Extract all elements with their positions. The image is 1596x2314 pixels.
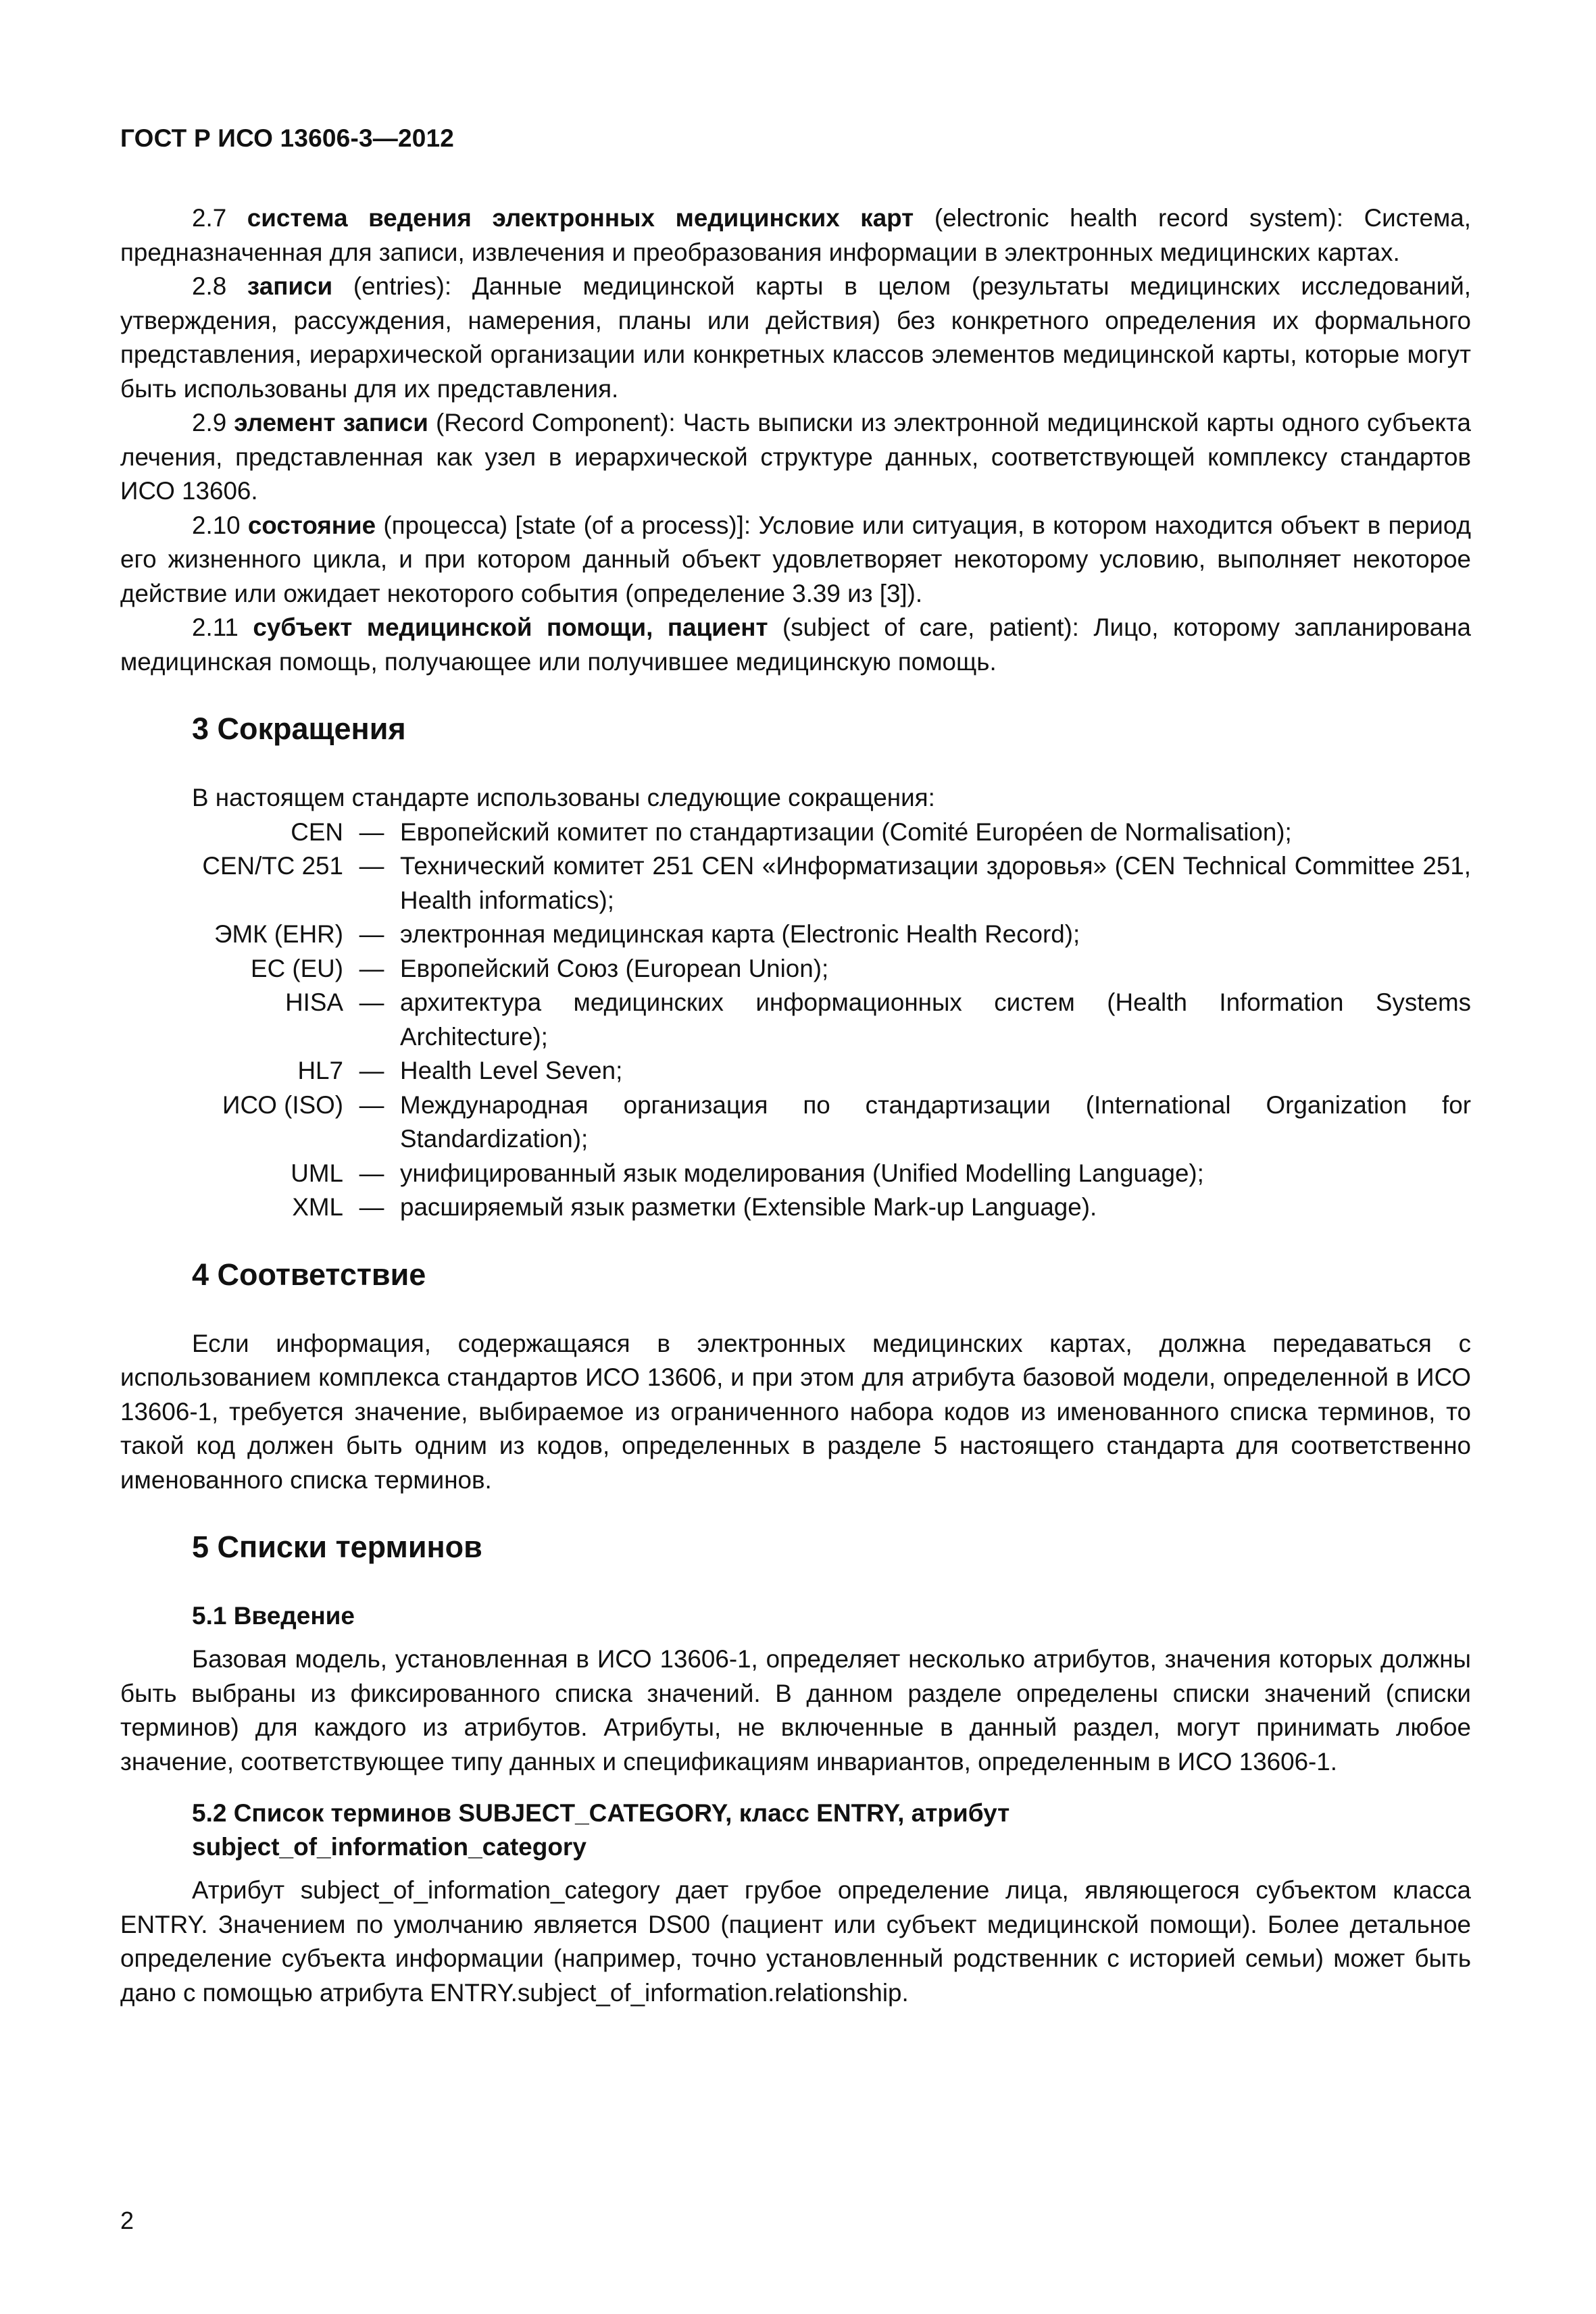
subsection-5-2-heading-line1: 5.2 Список терминов SUBJECT_CATEGORY, класс ENTRY, атрибут	[192, 1799, 1010, 1827]
abbreviation-row	[120, 1190, 1471, 1225]
definition-text: (electronic health record system): Система, предназначенная для записи, извлечения и преобразования информации в электронных медицинских картах.	[120, 204, 1471, 266]
abbreviation-row	[120, 917, 1471, 952]
abbreviation-row	[120, 1157, 1471, 1191]
abbreviation-definition: унифицированный язык моделирования (Unified Modelling Language);	[400, 1159, 1204, 1187]
definition-term: элемент записи	[234, 409, 428, 436]
abbreviation-definition: Европейский Союз (European Union);	[400, 954, 829, 982]
abbreviation-row	[120, 986, 1471, 1054]
definition-text: (entries): Данные медицинской карты в целом (результаты медицинских исследований, утверждения, рассуждения, намерения, планы или действия) без конкретного определения их формального представления, иерархической организации или конкретных классов элементов медицинской карты, которые могут быть использованы для их представления.	[120, 272, 1471, 403]
abbreviation-definition: электронная медицинская карта (Electronic Health Record);	[400, 920, 1080, 948]
abbreviation-dash: —	[359, 1057, 384, 1084]
definition-term: записи	[247, 272, 333, 300]
section-4-heading: 4 Соответствие	[192, 1257, 426, 1292]
abbreviation-term: XML	[292, 1193, 343, 1221]
abbreviation-definition: Европейский комитет по стандартизации (Comité Européen de Normalisation);	[400, 818, 1292, 846]
abbreviation-term: HISA	[285, 988, 343, 1016]
abbreviation-term: HL7	[297, 1057, 343, 1084]
section-3-intro: В настоящем стандарте использованы следующие сокращения:	[192, 784, 935, 811]
abbreviation-definition: Международная организация по стандартизации (International Organization for Standardization);	[400, 1090, 1471, 1153]
definition-text: (Record Component): Часть выписки из электронной медицинской карты одного субъекта лечения, представленная как узел в иерархической структуре данных, соответствующей комплексу стандартов ИСО 13606.	[120, 409, 1471, 505]
abbreviation-term: UML	[291, 1159, 343, 1187]
definition-text: (процесса) [state (of a process)]: Условие или ситуация, в котором находится объект в период его жизненного цикла, и при котором данный объект удовлетворяет некоторому условию, выполняет некоторое действие или ожидает некоторого события (определение 3.39 из [3]).	[120, 511, 1471, 607]
section-5-heading: 5 Списки терминов	[192, 1530, 482, 1564]
abbreviation-dash: —	[359, 852, 384, 880]
abbreviation-row	[120, 1088, 1471, 1157]
subsection-5-2-heading-line2: subject_of_information_category	[192, 1833, 587, 1861]
abbreviation-term: CEN	[291, 818, 343, 846]
abbreviation-definition: Технический комитет 251 CEN «Информатизации здоровья» (CEN Technical Committee 251, Health informatics);	[400, 852, 1471, 914]
abbreviation-row	[120, 952, 1471, 986]
definition-number: 2.9	[192, 409, 227, 436]
abbreviation-definition: расширяемый язык разметки (Extensible Mark-up Language).	[400, 1193, 1097, 1221]
abbreviation-dash: —	[359, 818, 384, 846]
definition-2-9	[120, 406, 1471, 509]
definition-term: субъект медицинской помощи, пациент	[253, 613, 768, 641]
abbreviation-row	[120, 815, 1471, 850]
standard-header: ГОСТ Р ИСО 13606-3—2012	[120, 124, 455, 152]
definition-2-7	[120, 201, 1471, 270]
definition-number: 2.11	[192, 613, 239, 641]
definition-2-10	[120, 509, 1471, 611]
definition-2-8	[120, 270, 1471, 406]
subsection-5-2-heading	[192, 1796, 1471, 1864]
definition-number: 2.8	[192, 272, 227, 300]
abbreviation-dash: —	[359, 1090, 384, 1119]
abbreviation-dash: —	[359, 920, 384, 948]
abbreviation-term: ЕС (EU)	[251, 954, 343, 982]
section-3-heading: 3 Сокращения	[192, 711, 406, 746]
abbreviation-term: CEN/TC 251	[202, 852, 343, 880]
definition-text: (subject of care, patient): Лицо, которому запланирована медицинская помощь, получающее или получившее медицинскую помощь.	[120, 613, 1471, 676]
abbreviations-list	[120, 815, 1471, 1225]
abbreviation-row	[120, 1054, 1471, 1088]
page-content	[120, 201, 1471, 2010]
definition-2-11	[120, 611, 1471, 679]
abbreviation-dash: —	[359, 954, 384, 982]
definition-term: состояние	[247, 511, 376, 539]
abbreviation-dash: —	[359, 1193, 384, 1221]
definition-number: 2.7	[192, 204, 227, 232]
abbreviation-definition: архитектура медицинских информационных систем (Health Information Systems Architecture);	[400, 988, 1471, 1051]
abbreviation-dash: —	[359, 988, 384, 1016]
definition-number: 2.10	[192, 511, 241, 539]
abbreviation-row	[120, 849, 1471, 917]
definition-term: система ведения электронных медицинских карт	[247, 204, 914, 232]
page-number: 2	[120, 2207, 134, 2234]
section-4-text: Если информация, содержащаяся в электронных медицинских картах, должна передаваться с использованием комплекса стандартов ИСО 13606, и при этом для атрибута базовой модели, определенной в ИСО 13606-1, требуется значение, выбираемое из ограниченного набора кодов из именованного списка терминов, то такой код должен быть одним из кодов, определенных в разделе 5 настоящего стандарта для соответственно именованного списка терминов.	[120, 1329, 1471, 1494]
subsection-5-1-text: Базовая модель, установленная в ИСО 13606-1, определяет несколько атрибутов, значения которых должны быть выбраны из фиксированного списка значений. В данном разделе определены списки значений (списки терминов) для каждого из атрибутов. Атрибуты, не включенные в данный раздел, могут принимать любое значение, соответствующее типу данных и спецификациям инвариантов, определенным в ИСО 13606-1.	[120, 1645, 1471, 1776]
abbreviation-term: ЭМК (EHR)	[214, 920, 343, 948]
abbreviation-term: ИСО (ISO)	[222, 1090, 343, 1119]
abbreviation-dash: —	[359, 1159, 384, 1187]
subsection-5-2-text: Атрибут subject_of_information_category дает грубое определение лица, являющегося субъектом класса ENTRY. Значением по умолчанию является DS00 (пациент или субъект медицинской помощи). Более детальное определение субъекта информации (например, точно установленный родственник с историей семьи) может быть дано с помощью атрибута ENTRY.subject_of_information.relationship.	[120, 1876, 1471, 2007]
abbreviation-definition: Health Level Seven;	[400, 1057, 623, 1084]
subsection-5-1-heading: 5.1 Введение	[192, 1602, 355, 1630]
